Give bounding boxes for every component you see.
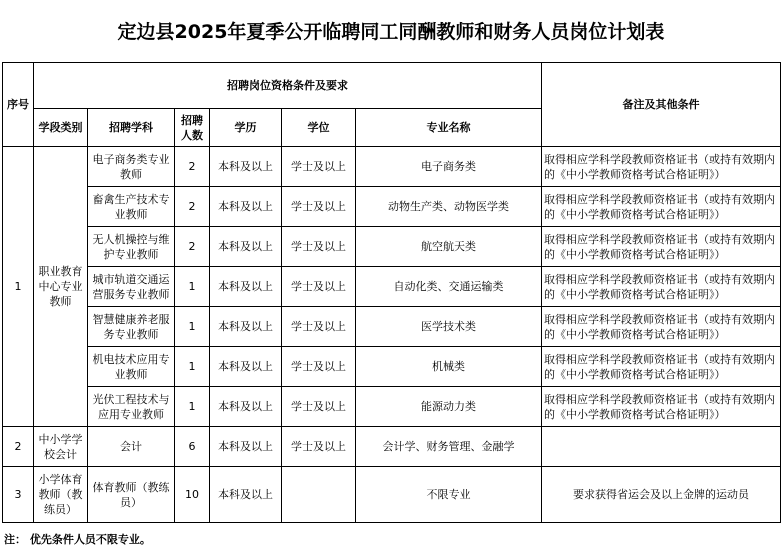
header-subject: 招聘学科 <box>88 109 175 147</box>
header-education: 学历 <box>210 109 282 147</box>
education-cell: 本科及以上 <box>210 267 282 307</box>
education-cell: 本科及以上 <box>210 227 282 267</box>
header-major: 专业名称 <box>356 109 542 147</box>
degree-cell: 学士及以上 <box>282 387 356 427</box>
table-row <box>3 347 781 387</box>
subject-cell: 会计 <box>88 427 175 467</box>
level-cell: 中小学学校会计 <box>34 427 88 467</box>
table-row <box>3 147 781 187</box>
count-cell: 6 <box>175 427 210 467</box>
education-cell: 本科及以上 <box>210 427 282 467</box>
remarks-cell: 取得相应学科学段教师资格证书（或持有效期内的《中小学教师资格考试合格证明》） <box>542 147 781 187</box>
major-cell: 航空航天类 <box>356 227 542 267</box>
remarks-cell: 取得相应学科学段教师资格证书（或持有效期内的《中小学教师资格考试合格证明》） <box>542 227 781 267</box>
table-row <box>3 187 781 227</box>
header-requirements-group: 招聘岗位资格条件及要求 <box>34 63 542 109</box>
level-cell: 小学体育教师（教练员） <box>34 467 88 523</box>
major-cell: 电子商务类 <box>356 147 542 187</box>
education-cell: 本科及以上 <box>210 387 282 427</box>
major-cell: 不限专业 <box>356 467 542 523</box>
subject-cell: 无人机操控与维护专业教师 <box>88 227 175 267</box>
remarks-cell: 取得相应学科学段教师资格证书（或持有效期内的《中小学教师资格考试合格证明》） <box>542 187 781 227</box>
major-cell: 机械类 <box>356 347 542 387</box>
major-cell: 会计学、财务管理、金融学 <box>356 427 542 467</box>
count-cell: 2 <box>175 147 210 187</box>
education-cell: 本科及以上 <box>210 147 282 187</box>
remarks-cell: 取得相应学科学段教师资格证书（或持有效期内的《中小学教师资格考试合格证明》） <box>542 267 781 307</box>
count-cell: 1 <box>175 347 210 387</box>
header-seq: 序号 <box>3 63 34 147</box>
education-cell: 本科及以上 <box>210 347 282 387</box>
level-cell: 职业教育中心专业教师 <box>34 147 88 427</box>
header-level: 学段类别 <box>34 109 88 147</box>
seq-cell: 1 <box>3 147 34 427</box>
subject-cell: 电子商务类专业教师 <box>88 147 175 187</box>
remarks-cell: 取得相应学科学段教师资格证书（或持有效期内的《中小学教师资格考试合格证明》） <box>542 307 781 347</box>
header-count: 招聘人数 <box>175 109 210 147</box>
degree-cell: 学士及以上 <box>282 267 356 307</box>
remarks-cell: 要求获得省运会及以上金牌的运动员 <box>542 467 781 523</box>
count-cell: 1 <box>175 307 210 347</box>
education-cell: 本科及以上 <box>210 307 282 347</box>
table-row <box>3 227 781 267</box>
seq-cell: 2 <box>3 427 34 467</box>
degree-cell: 学士及以上 <box>282 147 356 187</box>
degree-cell: 学士及以上 <box>282 427 356 467</box>
major-cell: 医学技术类 <box>356 307 542 347</box>
table-row <box>3 427 781 467</box>
degree-cell: 学士及以上 <box>282 347 356 387</box>
subject-cell: 机电技术应用专业教师 <box>88 347 175 387</box>
header-row-group <box>3 63 781 109</box>
table-row <box>3 267 781 307</box>
seq-cell: 3 <box>3 467 34 523</box>
subject-cell: 城市轨道交通运营服务专业教师 <box>88 267 175 307</box>
table-row <box>3 467 781 523</box>
page-title: 定边县2025年夏季公开临聘同工同酬教师和财务人员岗位计划表 <box>117 21 665 43</box>
subject-cell: 光伏工程技术与应用专业教师 <box>88 387 175 427</box>
subject-cell: 智慧健康养老服务专业教师 <box>88 307 175 347</box>
degree-cell: 学士及以上 <box>282 307 356 347</box>
degree-cell: 学士及以上 <box>282 227 356 267</box>
table-row <box>3 387 781 427</box>
count-cell: 1 <box>175 387 210 427</box>
table-row <box>3 307 781 347</box>
footnote: 注： 优先条件人员不限专业。 <box>4 533 151 546</box>
major-cell: 能源动力类 <box>356 387 542 427</box>
remarks-cell <box>542 427 781 467</box>
degree-cell: 学士及以上 <box>282 187 356 227</box>
degree-cell <box>282 467 356 523</box>
education-cell: 本科及以上 <box>210 467 282 523</box>
header-degree: 学位 <box>282 109 356 147</box>
count-cell: 2 <box>175 187 210 227</box>
count-cell: 2 <box>175 227 210 267</box>
major-cell: 自动化类、交通运输类 <box>356 267 542 307</box>
subject-cell: 体育教师（教练员） <box>88 467 175 523</box>
remarks-cell: 取得相应学科学段教师资格证书（或持有效期内的《中小学教师资格考试合格证明》） <box>542 387 781 427</box>
remarks-cell: 取得相应学科学段教师资格证书（或持有效期内的《中小学教师资格考试合格证明》） <box>542 347 781 387</box>
count-cell: 10 <box>175 467 210 523</box>
count-cell: 1 <box>175 267 210 307</box>
major-cell: 动物生产类、动物医学类 <box>356 187 542 227</box>
position-plan-table <box>2 62 781 523</box>
subject-cell: 畜禽生产技术专业教师 <box>88 187 175 227</box>
education-cell: 本科及以上 <box>210 187 282 227</box>
header-remarks: 备注及其他条件 <box>542 63 781 147</box>
